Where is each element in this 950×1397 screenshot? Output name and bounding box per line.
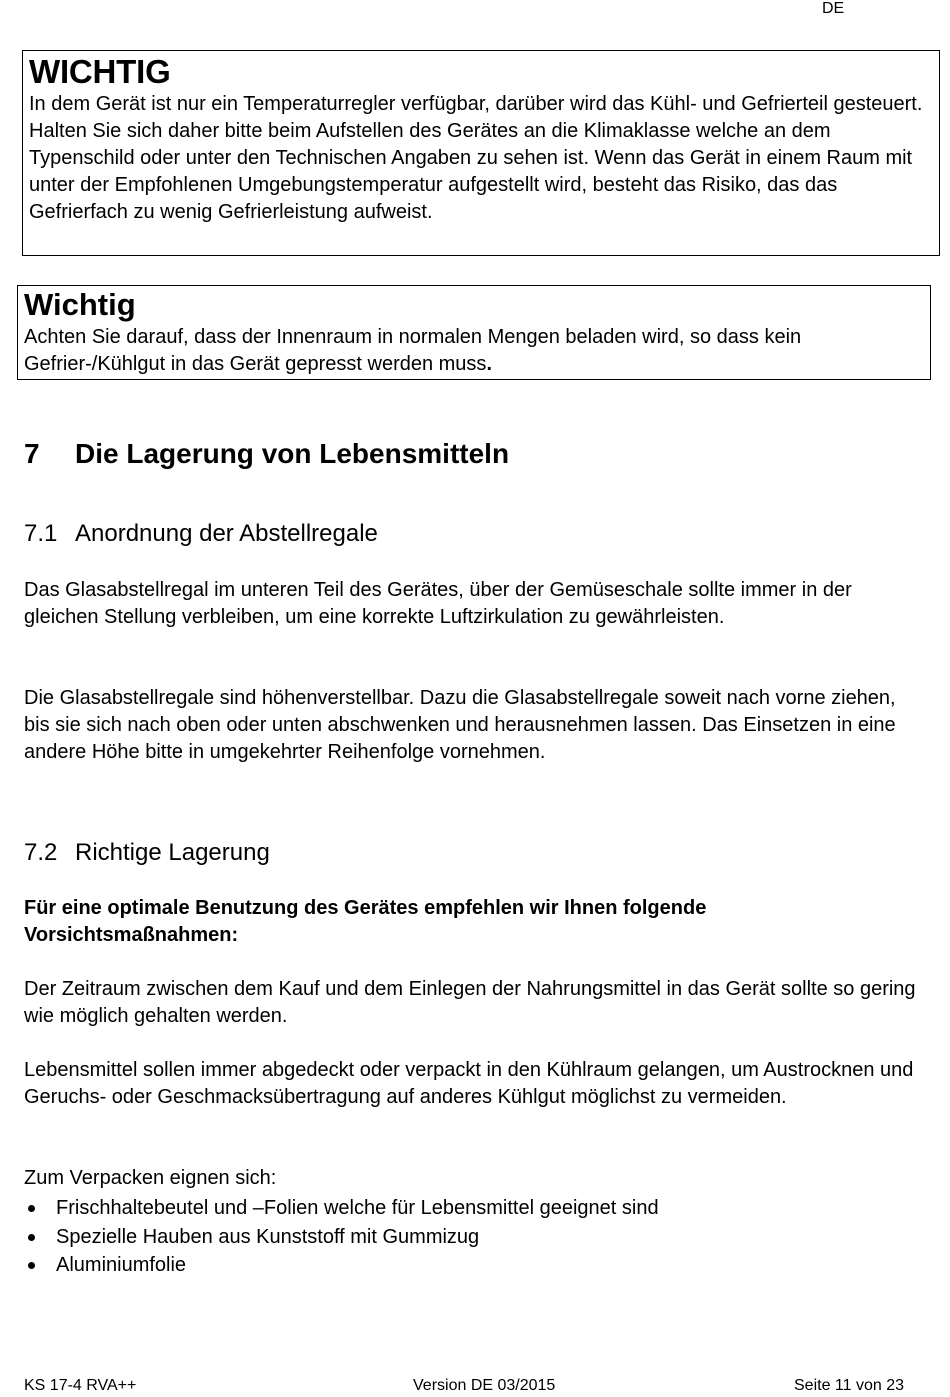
notice-text-2-end: .: [486, 353, 492, 375]
section-heading-7: [24, 436, 509, 472]
subsection-title: Anordnung der Abstellregale: [75, 520, 378, 547]
paragraph-lead-bold: Für eine optimale Benutzung des Gerätes empfehlen wir Ihnen folgende Vorsichtsmaßnahmen:: [24, 897, 707, 946]
list-item-text: Frischhaltebeutel und –Folien welche für Lebensmittel geeignet sind: [56, 1197, 659, 1219]
list-item-text: Spezielle Hauben aus Kunststoff mit Gummizug: [56, 1225, 480, 1248]
language-code: DE: [822, 0, 845, 17]
paragraph-shelf-height: Die Glasabstellregale sind höhenverstellbar. Dazu die Glasabstellregale soweit nach vorne ziehen, bis sie sich nach oben oder unten abschwenken und herausnehmen lassen. Das Einsetzen in eine andere Höhe bitte in umgekehrter Reihenfolge vornehmen.: [24, 687, 896, 763]
notice-title-2: Wichtig: [24, 287, 136, 322]
section-number: 7: [24, 438, 40, 469]
paragraph-shelf-position: Das Glasabstellregal im unteren Teil des Gerätes, über der Gemüseschale sollte immer in der gleichen Stellung verbleiben, um eine korrekte Luftzirkulation zu gewährleisten.: [24, 579, 852, 628]
list-item: [24, 1251, 924, 1280]
notice-text-2-body: Achten Sie darauf, dass der Innenraum in normalen Mengen beladen wird, so dass kein Gefrier-/Kühlgut in das Gerät gepresst werden muss: [24, 326, 802, 375]
paragraph-storage-time: Der Zeitraum zwischen dem Kauf und dem Einlegen der Nahrungsmittel in das Gerät sollte so gering wie möglich gehalten werden.: [24, 978, 916, 1027]
section-title: Die Lagerung von Lebensmitteln: [75, 438, 510, 469]
subsection-title: Richtige Lagerung: [75, 839, 270, 866]
list-item: [24, 1223, 924, 1252]
subsection-heading-7-2: [24, 838, 270, 868]
subsection-number: 7.1: [24, 520, 58, 547]
notice-title: WICHTIG: [29, 53, 171, 90]
subsection-number: 7.2: [24, 839, 58, 866]
important-notice-box: [22, 50, 940, 256]
bullet-icon: [28, 1262, 35, 1269]
footer-page-number: Seite 11 von 23: [794, 1377, 905, 1394]
list-item: [24, 1194, 924, 1223]
bullet-icon: [28, 1205, 35, 1212]
important-notice-box-2: [17, 285, 931, 380]
list-intro: Zum Verpacken eignen sich:: [24, 1167, 277, 1189]
notice-text: In dem Gerät ist nur ein Temperaturregler verfügbar, darüber wird das Kühl- und Gefrierteil gesteuert. Halten Sie sich daher bitte beim Aufstellen des Gerätes an die Klimaklasse welche an dem Typenschild oder unter den Technischen Angaben zu sehen ist. Wenn das Gerät in einem Raum mit unter der Empfohlenen Umgebungstemperatur aufgestellt wird, besteht das Risiko, das das Gefrierfach zu wenig Gefrierleistung aufweist.: [29, 93, 923, 223]
subsection-heading-7-1: [24, 519, 378, 549]
packaging-list: [24, 1194, 924, 1280]
footer-version: Version DE 03/2015: [413, 1377, 556, 1394]
paragraph-covered-food: Lebensmittel sollen immer abgedeckt oder verpackt in den Kühlraum gelangen, um Austrocknen und Geruchs- oder Geschmacksübertragung auf anderes Kühlgut möglichst zu vermeiden.: [24, 1059, 914, 1108]
list-item-text: Aluminiumfolie: [56, 1254, 187, 1276]
notice-text-2: [24, 324, 924, 378]
bullet-icon: [28, 1234, 35, 1241]
footer-model: KS 17-4 RVA++: [24, 1377, 137, 1394]
